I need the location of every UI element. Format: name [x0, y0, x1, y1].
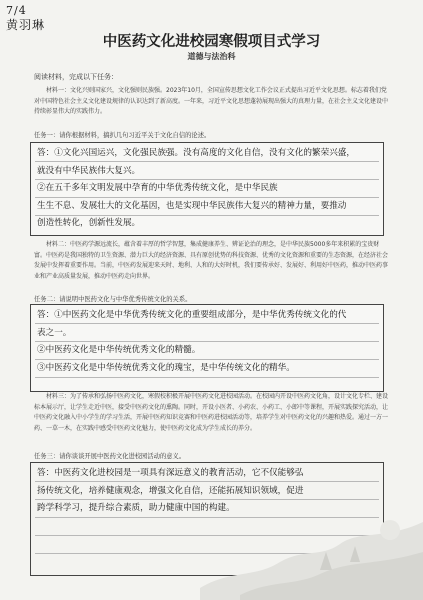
page-title: 中医药文化进校园寒假项目式学习 [102, 34, 321, 50]
task-1-prompt: 任务一：请你根据材料，搞扒几句习近平关于文化自信的论述。 [34, 132, 211, 139]
instructions: 阅读材料，完成以下任务： [34, 73, 118, 81]
student-name: 黄羽琳 [6, 18, 46, 32]
handwritten-header [6, 4, 45, 32]
answer-box-1[interactable] [30, 142, 384, 236]
answer-1-text: 答：①文化兴国运兴，文化强民族强。没有高度的文化自信，没有文化的繁荣兴盛， 就没有中华民族伟大复兴。 ②在五千多年文明发展中孕育的中华优秀传统文化，是中华民族 生生不息、发展壮大的文化基因，也是实现中华民族伟大复兴的精神力量，要推动 创造性转化，创新性发展。 [37, 148, 355, 228]
answer-box-2[interactable] [30, 304, 384, 392]
answer-3-text: 答：中医药文化进校园是一项具有深远意义的教育活动，它不仅能够弘 扬传统文化，培养健康观念，增强文化自信，还能拓展知识领域，促进 跨学科学习，提升综合素质，助力健康中国的构建。 [37, 468, 304, 513]
answer-box-3[interactable] [30, 462, 384, 576]
answer-2-text: 答：①中医药文化是中华优秀传统文化的重要组成部分，是中华优秀传统文化的代 表之一。 ②中医药文化是中华传统优秀文化的精髓。 ③中医药文化是中华传统优秀文化的瑰宝，是中华传统文化的精华。 [37, 310, 347, 373]
material-2-text: 材料二：中医药学源远流长，蕴含着丰厚的哲学智慧，集成健康养生、辨证论治的理念，是中华民族5000多年来积累的宝贵财富。中医药是我国独特的卫生资源、潜力巨大的经济资源、具有原创优势的科技资源、优秀的文化资源和重要的生态资源，在经济社会发展中发挥着重要作用。当前，中医药发展迎来天时、地利、人和的大好时机，我们要传承好、发展好、利用好中医药，推动中医药事业和产业高质量发展，推动中医药走向世界。 [34, 241, 389, 280]
task-3-prompt: 任务三：请你谈谈开展中医药文化进校园活动的意义。 [34, 453, 186, 460]
class-number: 7/4 [6, 4, 27, 17]
material-3-text: 材料三：为了传承和弘扬中医药文化，寒假校积极开展中医药文化进校园活动。在校园内开设中医药文化角，设计文化专栏、建设标本展示厅，让学生走近中医，接受中医药文化的熏陶。同时，开设小医者、小药农、小药工、小郎中等课程，开展实践探究活动，让中医药文化融入中小学生的学习生活，开展中医药知识竞赛和中医药进校园活动等，培养学生对中医药文化的兴趣和热爱。通过一方一药、一草一木，在实践中感受中医药文化魅力，使中医药文化成为学生成长的养分。 [34, 393, 389, 432]
subject-heading: 道德与法治科 [187, 52, 236, 61]
material-1-text: 材料一：文化兴则国家兴，文化强则民族强。2023年10月，全国宣传思想文化工作会议正式提出习近平文化思想。标志着我们党对中国特色社会主义文化建设规律的认识达到了新高度。一年来，习近平文化思想蓬勃展现出强大的真理力量，在社会主义文化建设中持续彰显伟大的实践伟力。 [34, 87, 389, 115]
task-2-prompt: 任务二：请说明中医药文化与中华优秀传统文化的关系。 [34, 296, 192, 303]
